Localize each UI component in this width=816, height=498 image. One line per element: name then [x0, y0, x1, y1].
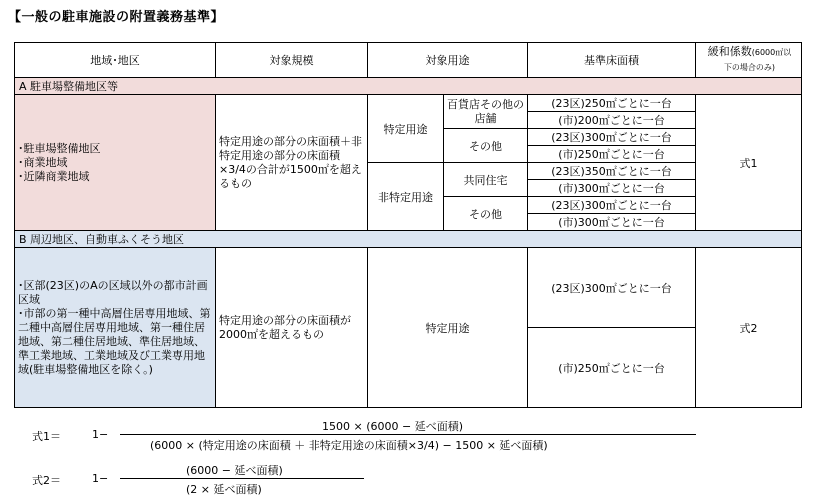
- section-a-use-specific: 特定用途: [368, 95, 444, 163]
- formula1-numerator: 1500 × (6000 − 延べ面積): [322, 420, 463, 433]
- formula1-denominator: (6000 × (特定用途の床面積 ＋ 非特定用途の床面積×3/4) − 1500 × 延べ面積): [150, 439, 548, 452]
- formula2-numerator: (6000 − 延べ面積): [186, 464, 283, 477]
- formula1-label: 式1＝: [32, 430, 61, 443]
- floor-area-cell: (市)300㎡ごとに一台: [528, 214, 696, 231]
- section-a-scale: 特定用途の部分の床面積＋非特定用途の部分の床面積×3/4の合計が1500㎡を超えるもの: [216, 95, 368, 231]
- section-a-label: A 駐車場整備地区等: [15, 78, 802, 95]
- floor-area-cell: (23区)300㎡ごとに一台: [528, 129, 696, 146]
- formula2-fraction-bar: [120, 478, 364, 479]
- header-relief-small-2: 下の場合のみ): [723, 63, 776, 72]
- section-b-use: 特定用途: [368, 248, 528, 408]
- section-a-sub-housing: 共同住宅: [444, 163, 528, 197]
- formula2-label: 式2＝: [32, 474, 61, 487]
- header-relief-main: 緩和係数: [707, 45, 752, 58]
- parking-standard-table: [14, 42, 802, 408]
- section-a-sub-other2: その他: [444, 197, 528, 231]
- floor-area-cell: (市)250㎡ごとに一台: [528, 328, 696, 408]
- floor-area-cell: (市)200㎡ごとに一台: [528, 112, 696, 129]
- floor-area-cell: (23区)350㎡ごとに一台: [528, 163, 696, 180]
- section-b-scale: 特定用途の部分の床面積が2000㎡を超えるもの: [216, 248, 368, 408]
- header-relief-small-1: (6000㎡以: [751, 48, 792, 57]
- section-a-use-nonspecific: 非特定用途: [368, 163, 444, 231]
- floor-area-cell: (23区)300㎡ごとに一台: [528, 248, 696, 328]
- floor-area-cell: (23区)300㎡ごとに一台: [528, 197, 696, 214]
- section-a-sub-dept: 百貨店その他の店舗: [444, 95, 528, 129]
- section-b-relief: 式2: [696, 248, 802, 408]
- area-item: ･駐車場整備地区: [18, 141, 101, 155]
- header-row: [15, 43, 802, 78]
- section-a-areas: [15, 95, 216, 231]
- floor-area-cell: (市)300㎡ごとに一台: [528, 180, 696, 197]
- header-scale: 対象規模: [216, 43, 368, 78]
- floor-area-cell: (23区)250㎡ごとに一台: [528, 95, 696, 112]
- header-area: 地域･地区: [15, 43, 216, 78]
- header-relief: [696, 43, 802, 78]
- floor-area-cell: (市)250㎡ごとに一台: [528, 146, 696, 163]
- header-use: 対象用途: [368, 43, 528, 78]
- page-title: 【一般の駐車施設の附置義務基準】: [8, 10, 225, 25]
- section-b-row: [15, 231, 802, 248]
- section-a-sub-other1: その他: [444, 129, 528, 163]
- formula2-lhs: 1−: [92, 472, 109, 485]
- area-item: ･近隣商業地域: [18, 169, 90, 183]
- section-b-areas: ･区部(23区)のAの区域以外の都市計画区域 ･市部の第一種中高層住居専用地域、第二種中高層住居専用地域、第一種住居地域、第二種住居地域、準住居地域、準工業地域、工業地域及び工業専用地域(駐車場整備地区を除く。): [15, 248, 216, 408]
- header-floor-area: 基準床面積: [528, 43, 696, 78]
- section-a-row: [15, 78, 802, 95]
- formula2-denominator: (2 × 延べ面積): [186, 483, 262, 496]
- formula1-lhs: 1−: [92, 428, 109, 441]
- section-b-label: B 周辺地区、自動車ふくそう地区: [15, 231, 802, 248]
- formula1-fraction-bar: [120, 434, 696, 435]
- area-item: ･商業地域: [18, 155, 68, 169]
- section-a-relief: 式1: [696, 95, 802, 231]
